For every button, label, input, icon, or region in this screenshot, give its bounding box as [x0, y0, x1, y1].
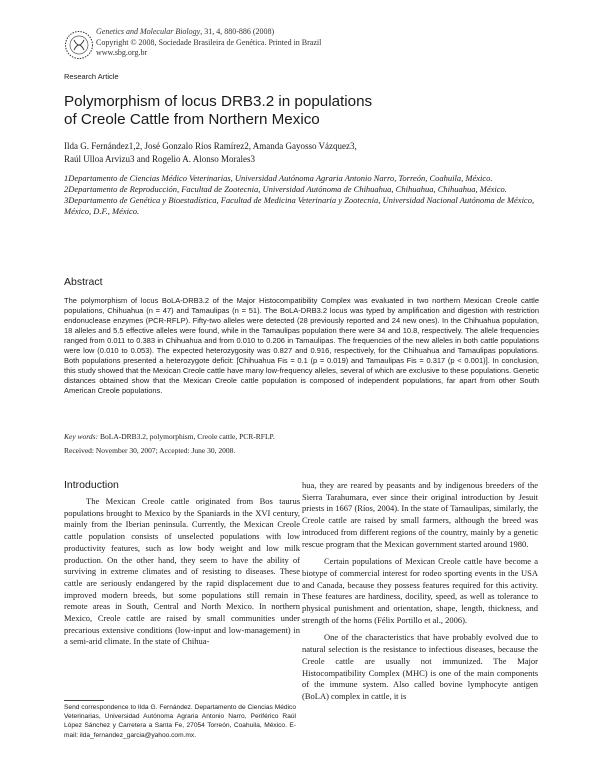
- authors-line-1: Ilda G. Fernández1,2, José Gonzalo Ríos Ramírez2, Amanda Gayosso Vázquez3,: [64, 141, 357, 151]
- author-list: [64, 140, 534, 166]
- authors-line-2: Raúl Ulloa Arvizu3 and Rogelio A. Alonso Morales3: [64, 154, 255, 164]
- affiliation-1: 1Departamento de Ciencias Médico Veterinarias, Universidad Autónoma Agraria Antonio Narro, Torreón, Coahuila, México.: [64, 173, 493, 183]
- received-dates: Received: November 30, 2007; Accepted: June 30, 2008.: [64, 446, 236, 455]
- article-title: [64, 93, 534, 129]
- keywords: [64, 432, 539, 441]
- left-column: [64, 496, 300, 652]
- journal-name: Genetics and Molecular Biology: [96, 27, 201, 36]
- article-type: Research Article: [64, 72, 119, 81]
- introduction-heading: Introduction: [64, 479, 119, 491]
- intro-paragraph-3: One of the characteristics that have probably evolved due to natural selection is the resistance to infectious diseases, because the Creole cattle are usually not immunized. The Major Histocompatibility Complex (MHC) is one of the main components of the immune system. Also called bovine lymphocyte antigen (BoLA) complex in cattle, it is: [302, 632, 538, 701]
- journal-website-link[interactable]: www.sbg.org.br: [96, 48, 148, 57]
- correspondence-footnote: Send correspondence to Ilda G. Fernández. Departamento de Ciencias Médico Veterinarias, Universidad Autónoma Agraria Antonio Narro, Periférico Raúl López Sánchez y Carretera a Santa Fe, 27054 Torreón, Coahuila, México. E-mail: ilda_fernandez_garcia@yahoo.com.mx.: [64, 704, 296, 739]
- journal-logo-icon: [64, 30, 94, 60]
- right-column: [302, 480, 538, 707]
- affiliations: [64, 173, 544, 217]
- journal-reference: , 31, 4, 880-886 (2008): [200, 27, 275, 36]
- title-line-1: Polymorphism of locus DRB3.2 in populations: [64, 93, 373, 110]
- keywords-label: Key words:: [64, 432, 99, 441]
- abstract-heading: Abstract: [64, 276, 103, 288]
- intro-paragraph-1-continued: hua, they are reared by peasants and by indigenous breeders of the Sierra Tarahumara, ever since their original introduction by Jesuit priests in 1667 (Ríos, 2004). In the state of Tamaulipas, similarly, the Creole cattle are raised by small farmers, although the breed was introduced from different regions of the country, mainly by a genetic rescue program that the Mexican government started around 1980.: [302, 480, 538, 549]
- journal-header: [96, 27, 321, 59]
- abstract-text: The polymorphism of locus BoLA-DRB3.2 of the Major Histocompatibility Complex was evaluated in two northern Mexican Creole cattle populations, Chihuahua (n = 47) and Tamaulipas (n = 51). The BoLA-DRB3.2 locus was typed by amplification and digestion with restriction endonuclease enzymes (PCR-RFLP). Fifty-two alleles were detected (28 previously reported and 24 new ones). In the Chihuahua population, 18 alleles and 5.5 effective alleles were found, while in the Tamaulipas population there were 34 and 10.8, respectively. The allele frequencies ranged from 0.011 to 0.383 in Chihuahua and from 0.010 to 0.206 in Tamaulipas. The frequencies of the new alleles in both cattle populations were low (0.010 to 0.053). The expected heterozygosity was 0.827 and 0.916, respectively, for the Chihuahua and Tamaulipas populations. Both populations presented a heterozygote deficit: [Chihuahua Fis = 0.1 (p = 0.019) and Tamaulipas Fis = 0.317 (p < 0.001)]. In conclusion, this study showed that the Mexican Creole cattle have many low-frequency alleles, several of which are exclusive to these populations. Genetic distances obtained show that the Mexican Creole cattle population is composed of independent populations, far apart from other South American Creole populations.: [64, 296, 539, 395]
- footnote-divider: [64, 700, 104, 701]
- affiliation-3: 3Departamento de Genética y Bioestadística, Facultad de Medicina Veterinaria y Zootecnia, Universidad Nacional Autónoma de México, México, D.F., México.: [64, 195, 535, 216]
- keywords-text: BoLA-DRB3.2, polymorphism, Creole cattle, PCR-RFLP.: [98, 432, 275, 441]
- affiliation-2: 2Departamento de Reproducción, Facultad de Zootecnia, Universidad Autónoma de Chihuahua, Chihuahua, Chihuahua, México.: [64, 184, 507, 194]
- title-line-2: of Creole Cattle from Northern Mexico: [64, 111, 320, 128]
- intro-paragraph-2: Certain populations of Mexican Creole cattle have become a biotype of commercial interest for rodeo sporting events in the USA and Canada, because they possess features required for this activity. These features are hardiness, docility, speed, as well as tolerance to physical punishment and orientation, shape, length, thickness, and strength of the horns (Félix Portillo et al., 2006).: [302, 556, 538, 625]
- intro-paragraph-1: The Mexican Creole cattle originated from Bos taurus populations brought to Mexico by the Spaniards in the XVI century, mainly from the Iberian peninsula. Currently, the Mexican Creole cattle population consists of unselected populations with low productivity features, such as low body weight and low milk production. On the other hand, they seem to have the ability of surviving in extreme climates and of resisting to diseases. These cattle are seriously endangered by the rapid displacement due to improved modern breeds, but some populations still remain in remote areas in South, Central and North Mexico. In northern Mexico, Creole cattle are raised by small communities under precarious extensive conditions (low-input and low-management) in a semi-arid climate. In the state of Chihua-: [64, 496, 300, 647]
- copyright-line: Copyright © 2008, Sociedade Brasileira de Genética. Printed in Brazil: [96, 37, 322, 47]
